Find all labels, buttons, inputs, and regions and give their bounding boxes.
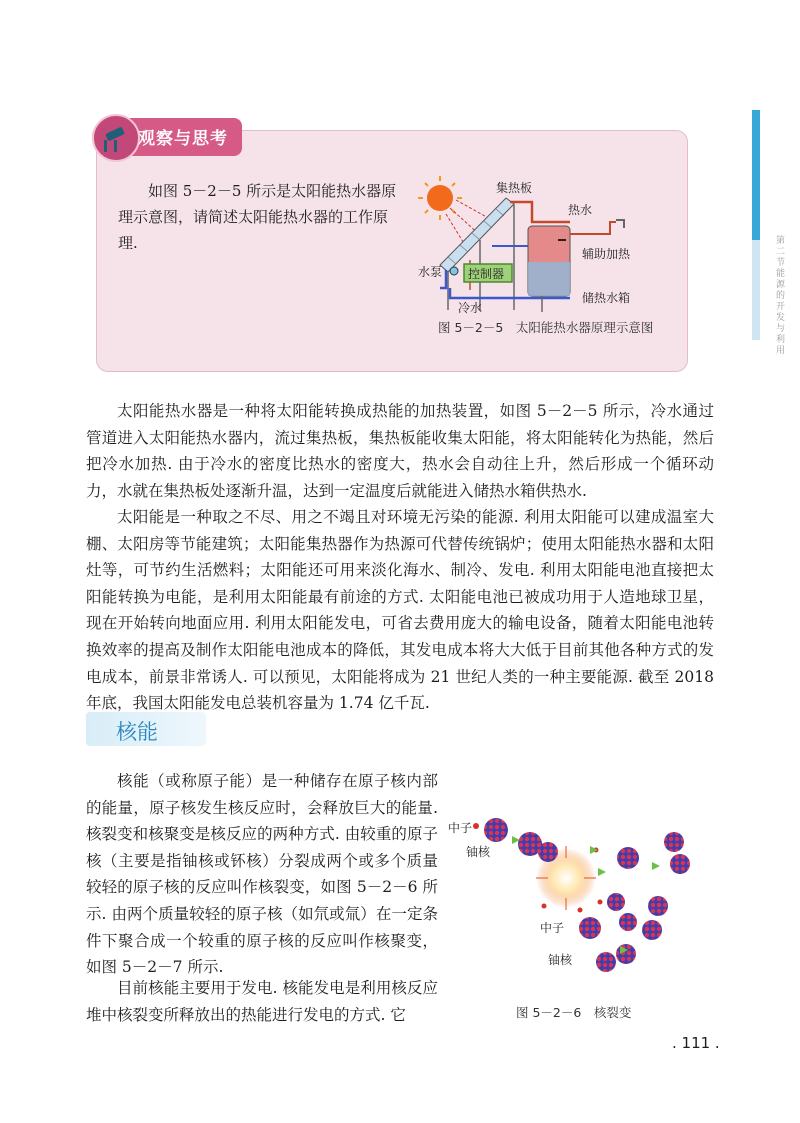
fission-fragment bbox=[642, 920, 662, 940]
paragraph-nuclear-energy: 核能（或称原子能）是一种储存在原子核内部的能量，原子核发生核反应时，会释放巨大的能量. 核裂变和核聚变是核反应的两种方式. 由较重的原子核（主要是指铀核或钚核）分裂成两个或多个质量较轻的原子核的反应叫作核裂变，如图 5－2－6 所示. 由两个质量较轻的原子核（如氘或氚）在一定条件下聚合成一个较重的原子核的反应叫作核聚变，如图 5－2－7 所示. bbox=[86, 772, 438, 977]
uranium-nucleus bbox=[579, 917, 601, 939]
label-cold-water: 冷水 bbox=[458, 301, 483, 315]
fission-fragment bbox=[616, 944, 636, 964]
neutron bbox=[578, 908, 583, 913]
fission-fragment bbox=[617, 847, 639, 869]
neutron bbox=[542, 904, 547, 909]
label-aux-heating: 辅助加热 bbox=[582, 247, 631, 261]
paragraph-solar-heater: 太阳能热水器是一种将太阳能转换成热能的加热装置，如图 5－2－5 所示，冷水通过管道进入太阳能热水器内，流过集热板，集热板能收集太阳能，将太阳能转化为热能，然后把冷水加热. 由于冷水的密度比热水的密度大，热水会自动往上升，然后形成一个循环动力，水就在集热板处逐渐升温，达到一定温度后就能进入储热水箱供热水. bbox=[86, 402, 714, 500]
faucet-icon bbox=[616, 220, 624, 228]
fission-fragment bbox=[596, 952, 616, 972]
label-storage-tank: 储热水箱 bbox=[582, 291, 631, 305]
telescope-icon bbox=[92, 114, 140, 162]
fission-diagram bbox=[440, 806, 700, 986]
solar-figure-caption: 图 5－2－5 太阳能热水器原理示意图 bbox=[438, 320, 654, 335]
label-neutron-2: 中子 bbox=[540, 921, 565, 935]
side-tab-text: 第二节 能源的开发与利用 bbox=[776, 236, 786, 356]
label-neutron-1: 中子 bbox=[448, 821, 473, 835]
fission-fragment bbox=[664, 832, 684, 852]
fission-fragment bbox=[619, 913, 637, 931]
fission-fragment bbox=[648, 896, 668, 916]
label-controller: 控制器 bbox=[468, 267, 505, 281]
observe-title: 观察与思考 bbox=[138, 129, 228, 149]
fission-fragment bbox=[670, 854, 690, 874]
neutron bbox=[598, 900, 603, 905]
solar-heater-diagram bbox=[410, 170, 680, 340]
uranium-nucleus bbox=[538, 842, 558, 862]
chapter-edge-bar bbox=[752, 110, 760, 240]
label-uranium-2: 铀核 bbox=[548, 953, 573, 967]
fission-fragment bbox=[607, 893, 625, 911]
pump-icon bbox=[450, 267, 458, 275]
label-collector: 集热板 bbox=[496, 181, 533, 195]
chapter-edge-bar-light bbox=[752, 240, 760, 340]
page-number: . 111 . bbox=[672, 1034, 720, 1052]
label-pump: 水泵 bbox=[418, 265, 443, 279]
uranium-nucleus bbox=[484, 818, 508, 842]
observe-question: 如图 5－2－5 所示是太阳能热水器原理示意图，请简述太阳能热水器的工作原理. bbox=[118, 182, 397, 252]
fission-figure-caption: 图 5－2－6 核裂变 bbox=[516, 1005, 632, 1020]
label-uranium-1: 铀核 bbox=[466, 845, 491, 859]
section-heading: 核能 bbox=[116, 720, 158, 744]
neutron bbox=[473, 823, 479, 829]
paragraph-solar-energy: 太阳能是一种取之不尽、用之不竭且对环境无污染的能源. 利用太阳能可以建成温室大棚、太阳房等节能建筑；太阳能集热器作为热源可代替传统锅炉；使用太阳能热水器和太阳灶等，可节约生活燃料；太阳能还可用来淡化海水、制冷、发电. 利用太阳能电池直接把太阳能转换为电能，是利用太阳能最有前途的方式. 太阳能电池已被成功用于人造地球卫星，现在开始转向地面应用. 利用太阳能发电，可省去费用庞大的输电设备，随着太阳能电池转换效率的提高及制作太阳能电池成本的降低，其发电成本将大大低于目前其他各种方式的发电成本，前景非常诱人. 可以预见，太阳能将成为 21 世纪人类的一种主要能源. 截至 2018 年底，我国太阳能发电总装机容量为 1.74 亿千瓦. bbox=[86, 508, 714, 713]
label-hot-water: 热水 bbox=[568, 203, 593, 217]
paragraph-nuclear-power: 目前核能主要用于发电. 核能发电是利用核反应堆中核裂变所释放出的热能进行发电的方式. 它 bbox=[86, 979, 438, 1024]
